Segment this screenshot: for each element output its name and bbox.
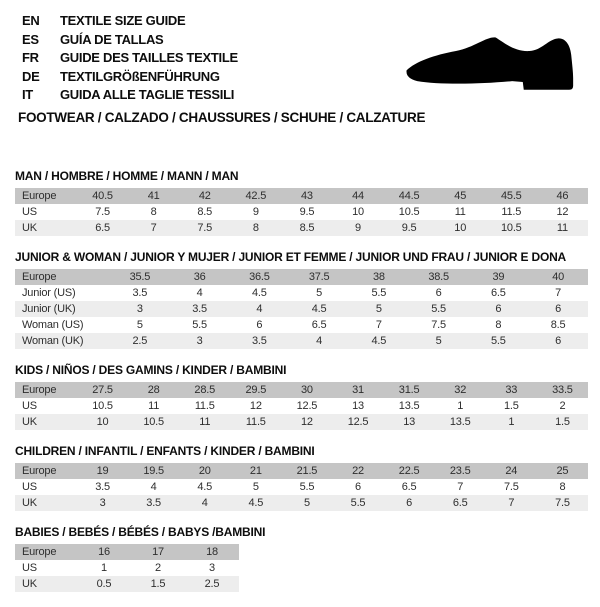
size-cell: 41 <box>128 188 179 204</box>
size-cell: 3.5 <box>170 301 230 317</box>
size-cell: 7 <box>486 495 537 511</box>
table-row-us <box>15 204 588 220</box>
size-cell: 21 <box>230 463 281 479</box>
table-row-uk <box>15 414 588 430</box>
size-cell: 38.5 <box>409 269 469 285</box>
size-cell: 39 <box>469 269 529 285</box>
size-cell: 13 <box>384 414 435 430</box>
size-cell: 3 <box>77 495 128 511</box>
size-cell: 8 <box>495 319 502 331</box>
size-cell: 27.5 <box>77 382 128 398</box>
size-cell: 20 <box>179 463 230 479</box>
size-cell: 3.5 <box>132 287 148 299</box>
size-cell: 5.5 <box>469 333 529 349</box>
row-label: Europe <box>15 463 77 479</box>
language-label: GUIDE DES TAILLES TEXTILE <box>60 50 238 66</box>
size-cell: 12 <box>281 414 332 430</box>
size-table <box>15 188 588 236</box>
size-cell: 12 <box>556 206 569 218</box>
size-cell: 7 <box>555 287 562 299</box>
language-code: EN <box>22 13 40 28</box>
size-cell: 13.5 <box>435 414 486 430</box>
size-cell: 3.5 <box>128 495 179 511</box>
row-label: Europe <box>15 269 110 285</box>
size-cell: 3 <box>110 301 170 317</box>
size-cell: 3.5 <box>95 481 110 493</box>
row-label: Junior (US) <box>22 287 76 299</box>
table-row-europe <box>15 188 588 204</box>
size-cell: 29.5 <box>230 382 281 398</box>
size-cell: 6 <box>469 301 529 317</box>
size-cell: 7.5 <box>95 206 110 218</box>
language-row-it <box>22 86 238 105</box>
row-label: Woman (UK) <box>15 333 110 349</box>
size-table <box>15 382 588 430</box>
size-table <box>15 463 588 511</box>
size-table <box>15 544 239 592</box>
size-cell: 8.5 <box>281 220 332 236</box>
size-cell: 17 <box>131 544 185 560</box>
size-cell: 11.5 <box>194 400 215 412</box>
language-row-es <box>22 31 238 50</box>
row-label: US <box>22 206 37 218</box>
size-cell: 11 <box>454 206 466 218</box>
size-cell: 36.5 <box>230 269 290 285</box>
language-label: TEXTILGRÖßENFÜHRUNG <box>60 68 220 84</box>
size-cell: 6 <box>528 333 588 349</box>
size-cell: 11 <box>537 220 588 236</box>
table-row-europe <box>15 544 239 560</box>
size-cell: 45.5 <box>486 188 537 204</box>
size-cell: 2 <box>155 562 161 574</box>
row-label: Europe <box>15 382 77 398</box>
size-cell: 6 <box>384 495 435 511</box>
table-row-uk <box>15 495 588 511</box>
size-cell: 6.5 <box>77 220 128 236</box>
size-cell: 8.5 <box>550 319 566 331</box>
table-row-junior-us <box>15 285 588 301</box>
table-row-europe <box>15 463 588 479</box>
size-cell: 5 <box>316 287 323 299</box>
size-cell: 4 <box>150 481 157 493</box>
row-label: US <box>22 400 37 412</box>
size-cell: 42.5 <box>230 188 281 204</box>
size-cell: 11.5 <box>501 206 522 218</box>
language-row-de <box>22 68 238 87</box>
size-cell: 4 <box>230 301 290 317</box>
size-cell: 13.5 <box>398 400 420 412</box>
language-code: IT <box>22 87 33 103</box>
size-cell: 4.5 <box>349 333 409 349</box>
size-cell: 25 <box>537 463 588 479</box>
size-cell: 37.5 <box>289 269 349 285</box>
size-table <box>15 269 588 349</box>
size-cell: 4 <box>196 287 203 299</box>
table-row-europe <box>15 269 588 285</box>
table-row-europe <box>15 382 588 398</box>
size-cell: 6.5 <box>491 287 506 299</box>
row-label: Europe <box>15 544 77 560</box>
size-cell: 35.5 <box>110 269 170 285</box>
size-cell: 28 <box>128 382 179 398</box>
language-code: ES <box>22 31 39 47</box>
size-cell: 4.5 <box>252 287 267 299</box>
size-cell: 46 <box>537 188 588 204</box>
size-cell: 28.5 <box>179 382 230 398</box>
size-cell: 10.5 <box>398 206 420 218</box>
size-cell: 6.5 <box>401 481 417 493</box>
size-cell: 1 <box>457 400 464 412</box>
size-cell: 43 <box>281 188 332 204</box>
size-cell: 5 <box>281 495 332 511</box>
size-section-1 <box>15 251 588 349</box>
size-cell: 3 <box>209 562 215 574</box>
size-cell: 12.5 <box>296 400 318 412</box>
size-cell: 4.5 <box>197 481 213 493</box>
language-code: FR <box>22 50 39 66</box>
size-section-2 <box>15 364 588 430</box>
size-cell: 10.5 <box>486 220 537 236</box>
size-cell: 8.5 <box>197 206 213 218</box>
row-label: US <box>22 562 37 574</box>
dress-shoe-icon <box>393 22 578 114</box>
size-cell: 5 <box>252 481 259 493</box>
size-tables <box>15 170 588 607</box>
table-row-uk <box>15 576 239 592</box>
language-row-fr <box>22 49 238 68</box>
table-row-us <box>15 479 588 495</box>
size-cell: 22 <box>332 463 383 479</box>
size-cell: 4.5 <box>230 495 281 511</box>
size-cell: 7.5 <box>503 481 519 493</box>
size-cell: 10.5 <box>92 400 113 412</box>
language-row-en <box>22 12 238 31</box>
size-cell: 2.5 <box>185 576 239 592</box>
language-label: GUÍA DE TALLAS <box>60 31 164 47</box>
language-list <box>22 12 238 105</box>
size-cell: 6 <box>256 319 263 331</box>
size-cell: 1 <box>101 562 107 574</box>
category-title: FOOTWEAR / CALZADO / CHAUSSURES / SCHUHE / CALZATURE <box>18 110 426 125</box>
size-cell: 12.5 <box>332 414 383 430</box>
size-cell: 11 <box>148 400 160 412</box>
size-cell: 11.5 <box>230 414 281 430</box>
size-cell: 7 <box>375 319 382 331</box>
size-cell: 38 <box>349 269 409 285</box>
table-row-junior-uk <box>15 301 588 317</box>
size-cell: 7.5 <box>179 220 230 236</box>
size-cell: 8 <box>230 220 281 236</box>
size-cell: 8 <box>559 481 566 493</box>
size-cell: 40.5 <box>77 188 128 204</box>
size-cell: 10 <box>435 220 486 236</box>
size-cell: 1.5 <box>537 414 588 430</box>
language-label: GUIDA ALLE TAGLIE TESSILI <box>60 87 235 103</box>
size-cell: 1.5 <box>503 400 519 412</box>
size-cell: 6 <box>355 481 361 493</box>
size-cell: 31.5 <box>384 382 435 398</box>
size-section-0 <box>15 170 588 236</box>
size-cell: 10.5 <box>128 414 179 430</box>
size-cell: 16 <box>77 544 131 560</box>
row-label: Junior (UK) <box>15 301 110 317</box>
size-cell: 6 <box>435 287 442 299</box>
size-cell: 5.5 <box>299 481 315 493</box>
size-cell: 4 <box>179 495 230 511</box>
size-cell: 6.5 <box>435 495 486 511</box>
table-row-us <box>15 398 588 414</box>
size-cell: 30 <box>281 382 332 398</box>
size-section-title: MAN / HOMBRE / HOMME / MANN / MAN <box>15 169 239 183</box>
size-cell: 5 <box>349 301 409 317</box>
size-cell: 5 <box>136 319 143 331</box>
row-label: UK <box>15 220 77 236</box>
size-cell: 19 <box>77 463 128 479</box>
size-cell: 7 <box>457 481 464 493</box>
size-cell: 10 <box>352 206 364 218</box>
size-cell: 13 <box>352 400 364 412</box>
size-cell: 3.5 <box>230 333 290 349</box>
row-label: UK <box>15 495 77 511</box>
size-cell: 33 <box>486 382 537 398</box>
size-cell: 33.5 <box>537 382 588 398</box>
size-cell: 2 <box>559 400 566 412</box>
size-cell: 22.5 <box>384 463 435 479</box>
size-cell: 5.5 <box>332 495 383 511</box>
row-label: UK <box>15 576 77 592</box>
size-cell: 21.5 <box>281 463 332 479</box>
size-cell: 23.5 <box>435 463 486 479</box>
size-cell: 0.5 <box>77 576 131 592</box>
table-row-woman-uk <box>15 333 588 349</box>
size-cell: 36 <box>170 269 230 285</box>
size-cell: 8 <box>150 206 157 218</box>
size-cell: 6 <box>528 301 588 317</box>
size-cell: 7 <box>128 220 179 236</box>
size-section-title: BABIES / BEBÉS / BÉBÉS / BABYS /BAMBINI <box>15 525 266 539</box>
size-cell: 42 <box>179 188 230 204</box>
size-cell: 3 <box>170 333 230 349</box>
size-section-3 <box>15 445 588 511</box>
size-cell: 9 <box>252 206 259 218</box>
size-cell: 5.5 <box>409 301 469 317</box>
size-cell: 1 <box>486 414 537 430</box>
size-cell: 11 <box>179 414 230 430</box>
size-cell: 24 <box>486 463 537 479</box>
size-section-4 <box>15 526 588 592</box>
language-code: DE <box>22 68 40 84</box>
size-cell: 4.5 <box>289 301 349 317</box>
size-cell: 19.5 <box>128 463 179 479</box>
size-cell: 5 <box>409 333 469 349</box>
size-cell: 5.5 <box>371 287 387 299</box>
size-cell: 7.5 <box>431 319 446 331</box>
size-cell: 4 <box>289 333 349 349</box>
size-cell: 18 <box>185 544 239 560</box>
size-section-title: JUNIOR & WOMAN / JUNIOR Y MUJER / JUNIOR ET FEMME / JUNIOR UND FRAU / JUNIOR E DONA <box>15 250 567 264</box>
table-row-uk <box>15 220 588 236</box>
table-row-us <box>15 560 239 576</box>
size-cell: 6.5 <box>311 319 327 331</box>
size-cell: 45 <box>435 188 486 204</box>
language-label: TEXTILE SIZE GUIDE <box>60 13 186 28</box>
row-label: US <box>22 481 37 493</box>
row-label: UK <box>15 414 77 430</box>
size-cell: 10 <box>77 414 128 430</box>
size-cell: 2.5 <box>110 333 170 349</box>
row-label: Europe <box>15 188 77 204</box>
size-cell: 32 <box>435 382 486 398</box>
size-section-title: KIDS / NIÑOS / DES GAMINS / KINDER / BAMBINI <box>15 363 287 377</box>
size-cell: 9.5 <box>384 220 435 236</box>
size-cell: 40 <box>528 269 588 285</box>
size-cell: 5.5 <box>192 319 207 331</box>
size-cell: 12 <box>249 400 262 412</box>
size-cell: 9 <box>332 220 383 236</box>
size-cell: 44 <box>332 188 383 204</box>
size-section-title: CHILDREN / INFANTIL / ENFANTS / KINDER / BAMBINI <box>15 444 315 458</box>
table-row-woman-us <box>15 317 588 333</box>
size-cell: 9.5 <box>299 206 315 218</box>
row-label: Woman (US) <box>22 319 84 331</box>
size-cell: 7.5 <box>537 495 588 511</box>
size-cell: 1.5 <box>131 576 185 592</box>
size-cell: 44.5 <box>384 188 435 204</box>
size-cell: 31 <box>332 382 383 398</box>
